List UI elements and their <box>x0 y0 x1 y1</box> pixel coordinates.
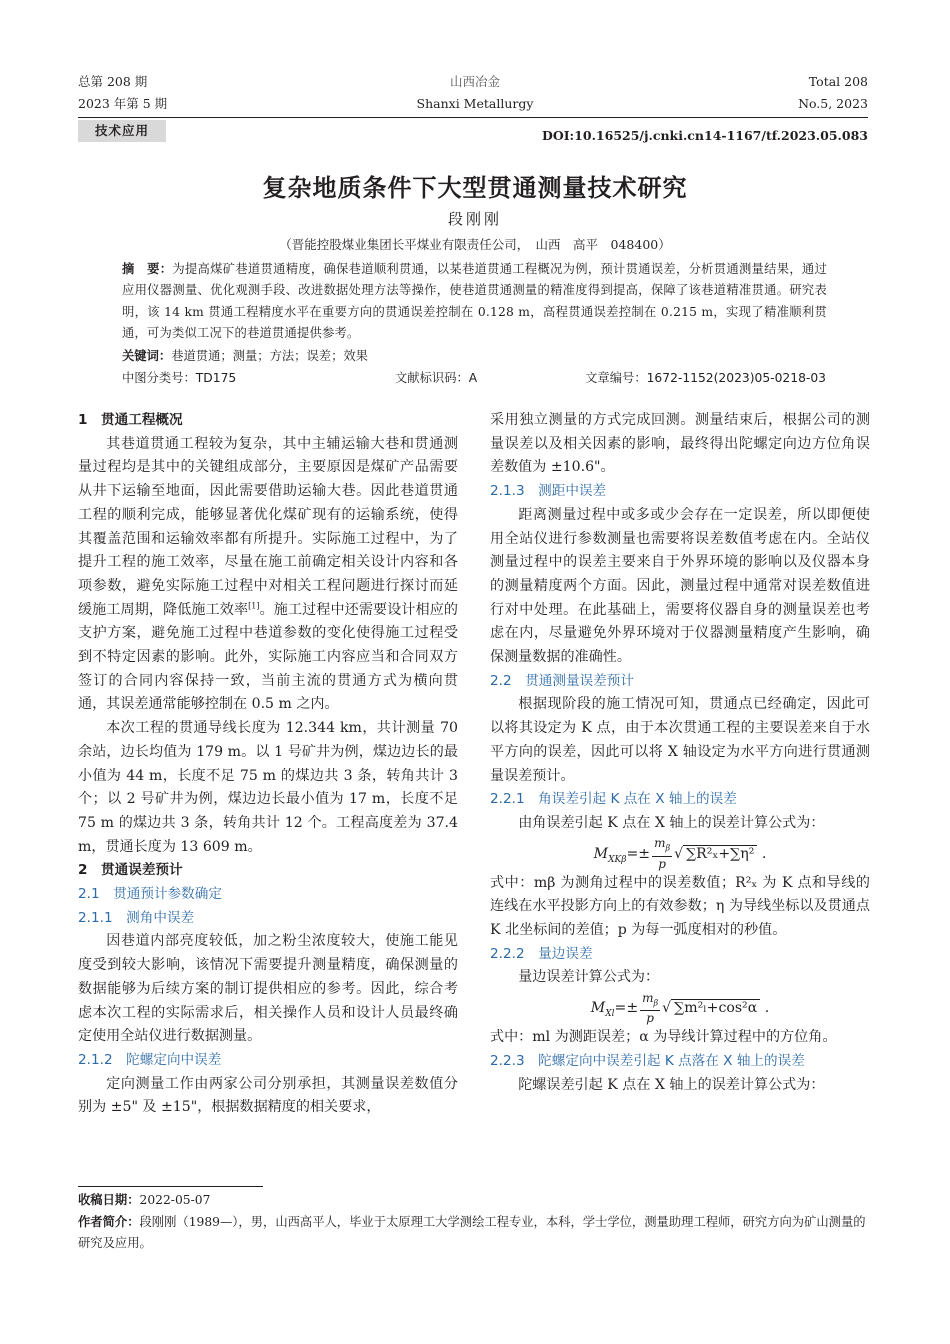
paper-title: 复杂地质条件下大型贯通测量技术研究 <box>262 174 688 202</box>
author: 段刚刚 <box>447 210 502 228</box>
fraction: $\frac{m_\beta}{p}$ <box>654 836 671 871</box>
equation-edge-error: $M_{Xl}=\pm$ $\frac{m_\beta}{p}$ √ ∑m²ₗ+cos²α . <box>590 990 770 1026</box>
footnote-rule <box>78 1186 263 1187</box>
received-value: 2022-05-07 <box>139 1193 211 1207</box>
issue-number: 2023 年第 5 期 <box>78 96 168 111</box>
section-tag: 技术应用 <box>78 120 166 142</box>
paragraph: 因巷道内部亮度较低，加之粉尘浓度较大，使施工能见度受到较大影响，该情况下需要提升测量精度，确保测量的数据能够为后续方案的制订提供相应的参考。因此，综合考虑本次工程的实际需求后，相关操作人员和设计人员最终确定使用全站仪进行数据测量。 <box>78 933 458 1045</box>
journal-name-en: Shanxi Metallurgy <box>416 96 534 111</box>
keywords <box>122 346 368 366</box>
subsection-heading: 2.1 贯通预计参数确定 <box>78 886 222 903</box>
paragraph: 距离测量过程中或多或少会存在一定误差，所以即便使用全站仪进行参数测量也需要将误差数值考虑在内。全站仪测量过程中的误差主要来自于外界环境的影响以及仪器本身的测量精度两个方面。因此，测量过程中通常对误差数值进行对中处理。在此基础上，需要将仪器自身的测量误差也考虑在内，尽量避免外界环境对于仪器测量精度产生影响，确保测量数据的准确性。 <box>490 506 870 666</box>
paragraph: 式中：ml 为测距误差；α 为导线计算过程中的方位角。 <box>490 1029 837 1046</box>
header-rule <box>78 117 868 118</box>
keywords-text: 巷道贯通；测量；方法；误差；效果 <box>171 349 368 363</box>
clc-number: 中图分类号：TD175 <box>122 371 237 385</box>
paragraph-text: 其巷道贯通工程较为复杂，其中主辅运输大巷和贯通测量过程均是其中的关键组成部分，主要原因是煤矿产品需要从井下运输至地面，因此需要借助运输大巷。因此巷道贯通工程的顺利完成，能够显著优化煤矿现有的运输系统，使得其覆盖范围和运输效率都有所提升。实际施工过程中，为了提升工程的施工效率，尽量在施工前确定相关设计内容和各项参数，避免实际施工过程中对相关工程问题进行探讨而延缓施工周期，降低施工效率 <box>78 435 458 618</box>
abstract-label: 摘 要： <box>122 262 173 276</box>
section-heading: 1 贯通工程概况 <box>78 412 183 428</box>
issue-total: 总第 208 期 <box>78 74 148 89</box>
subsubsection-heading: 2.2.3 陀螺定向中误差引起 K 点落在 X 轴上的误差 <box>490 1052 805 1069</box>
subsubsection-heading: 2.1.1 测角中误差 <box>78 909 195 926</box>
equation-angle-error: $M_{XK\beta}=\pm$ $\frac{m_\beta}{p}$ √ ∑R²ₓ+∑η² . <box>593 836 767 871</box>
paragraph: 由角误差引起 K 点在 X 轴上的误差计算公式为： <box>518 814 825 831</box>
paragraph: 根据现阶段的施工情况可知，贯通点已经确定，因此可以将其设定为 K 点，由于本次贯通工程的主要误差来自于水平方向的误差，因此可以将 X 轴设定为水平方向进行贯通测量误差预计。 <box>490 696 870 784</box>
affiliation: （晋能控股煤业集团长平煤业有限责任公司， 山西 高平 048400） <box>279 237 671 252</box>
bio-label: 作者简介： <box>78 1215 140 1229</box>
paragraph: 陀螺误差引起 K 点在 X 轴上的误差计算公式为： <box>518 1076 825 1093</box>
received-date <box>78 1190 873 1211</box>
journal-name: 山西冶金 <box>449 74 500 89</box>
issue-number-en: No.5, 2023 <box>798 96 868 111</box>
left-column <box>78 409 458 1120</box>
issue-total-en: Total 208 <box>808 74 868 89</box>
abstract <box>122 259 827 344</box>
subsubsection-heading: 2.2.2 量边误差 <box>490 945 593 962</box>
article-number: 文章编号：1672-1152(2023)05-0218-03 <box>585 371 826 385</box>
right-column <box>490 409 870 1097</box>
keywords-label: 关键词： <box>122 349 172 363</box>
paragraph: 量边误差计算公式为： <box>518 969 660 986</box>
paragraph <box>78 433 458 717</box>
fraction: $\frac{m_\beta}{p}$ <box>642 990 659 1026</box>
document-code: 文献标识码：A <box>395 371 478 385</box>
doi: DOI:10.16525/j.cnki.cn14-1167/tf.2023.05.083 <box>541 128 868 143</box>
paragraph: 本次工程的贯通导线长度为 12.344 km，共计测量 70 余站，边长均值为 179 m。以 1 号矿井为例，煤边边长的最小值为 44 m，长度不足 75 m 的煤边共 3 条，转角共计 3 个；以 2 号矿井为例，煤边边长最小值为 17 m，长度不足 75 m 的煤边共 3 条，转角共计 12 个。工程高度差为 37.4 m，贯通长度为 13 609 m。 <box>78 720 458 855</box>
abstract-text: 为提高煤矿巷道贯通精度，确保巷道顺利贯通，以某巷道贯通工程概况为例，预计贯通误差，分析贯通测量结果，通过应用仪器测量、优化观测手段、改进数据处理方法等操作，使巷道贯通测量的精准度得到提高，保障了该巷道精准贯通。研究表明，该 14 km 贯通工程精度水平在重要方向的贯通误差控制在 0.128 m，高程贯通误差控制在 0.215 m，实现了精准顺利贯通，可为类似工况下的巷道贯通提供参考。 <box>122 262 827 340</box>
subsection-heading: 2.2 贯通测量误差预计 <box>490 672 634 689</box>
received-label: 收稿日期： <box>78 1193 140 1207</box>
paragraph: 式中：mβ 为测角过程中的误差数值；R²ₓ 为 K 点和导线的连线在水平投影方向上的有效参数；η 为导线坐标以及贯通点 K 北坐标间的差值；p 为每一弧度相对的秒值。 <box>490 874 870 939</box>
paragraph: 采用独立测量的方式完成回测。测量结束后，根据公司的测量误差以及相关因素的影响，最终得出陀螺定向边方位角误差数值为 ±10.6"。 <box>490 412 870 476</box>
citation[interactable]: [1] <box>248 600 260 610</box>
paragraph: 定向测量工作由两家公司分别承担，其测量误差数值分别为 ±5" 及 ±15"，根据数据精度的相关要求， <box>78 1075 458 1116</box>
subsubsection-heading: 2.1.2 陀螺定向中误差 <box>78 1051 222 1068</box>
section-heading: 2 贯通误差预计 <box>78 862 183 879</box>
bio-text: 段刚刚（1989—），男，山西高平人，毕业于太原理工大学测绘工程专业，本科，学士学位，测量助理工程师，研究方向为矿山测量的研究及应用。 <box>78 1215 866 1250</box>
author-bio <box>78 1212 873 1254</box>
subsubsection-heading: 2.2.1 角误差引起 K 点在 X 轴上的误差 <box>490 791 737 808</box>
paragraph-text: 。施工过程中还需要设计相应的支护方案，避免施工过程中巷道参数的变化使得施工过程受到不特定因素的影响。此外，实际施工内容应当和合同双方签订的合同内容保持一致，当前主流的贯通方式为横向贯通，其误差通常能够控制在 0.5 m 之内。 <box>78 601 459 713</box>
subsubsection-heading: 2.1.3 测距中误差 <box>490 483 607 500</box>
